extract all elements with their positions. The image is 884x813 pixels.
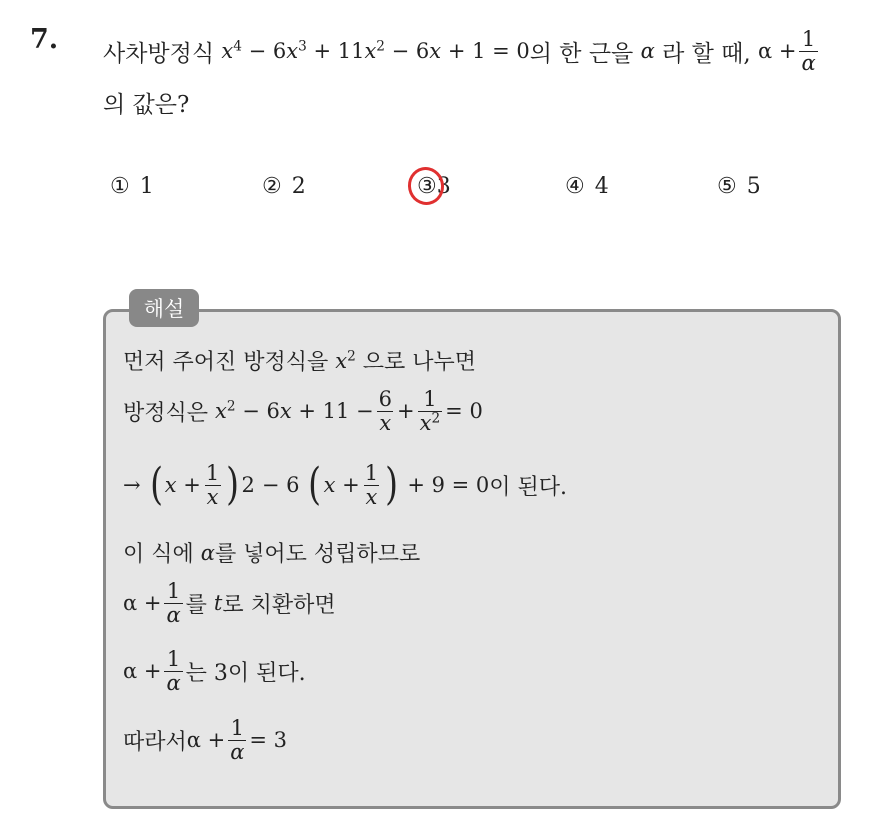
choice-value: 3 <box>436 174 451 199</box>
choice-3[interactable] <box>417 174 451 199</box>
alpha-symbol: α <box>640 39 655 64</box>
solution-line-4 <box>123 537 420 568</box>
x-squared: $x^2$ <box>335 348 356 373</box>
question-text-mid: 의 한 근을 <box>529 40 634 67</box>
variable-t: t <box>213 591 223 616</box>
answer-choices <box>110 174 810 204</box>
solution-line-1 <box>123 345 476 376</box>
solution-text: 이 식에 <box>123 542 194 567</box>
right-paren: ) <box>226 459 240 511</box>
question-text-before: 사차방정식 <box>103 40 215 67</box>
equals-three: = 3 <box>249 728 288 753</box>
left-paren: ( <box>308 459 322 511</box>
alpha-plus: α + <box>186 728 226 753</box>
choice-mark: ⑤ <box>717 174 737 199</box>
solution-text: 이 된다. <box>489 474 568 500</box>
x-plus: x + <box>323 473 360 498</box>
choice-value: 4 <box>594 174 609 199</box>
fraction-numerator: 1 <box>230 716 244 740</box>
fraction-numerator: 1 <box>423 387 437 411</box>
fraction-numerator: 1 <box>801 27 816 51</box>
alpha-symbol: α <box>200 540 215 565</box>
choice-mark: ③ <box>417 174 437 199</box>
equals-zero: = 0 <box>445 399 483 424</box>
choice-mark: ④ <box>565 174 585 199</box>
solution-line-5 <box>123 580 336 626</box>
fraction-denominator: α <box>801 50 816 75</box>
question-line2: 의 값은? <box>103 92 190 118</box>
choice-value: 1 <box>139 174 154 199</box>
solution-text: 으로 나누면 <box>362 350 477 375</box>
fraction-denominator: x <box>365 484 378 509</box>
question-expr-prefix: α + <box>757 39 797 64</box>
fraction-numerator: 1 <box>166 647 181 671</box>
fraction-denominator: α <box>166 670 181 695</box>
fraction-6-over-x <box>377 388 394 434</box>
choice-value: 5 <box>746 174 761 199</box>
choice-mark: ① <box>110 174 130 199</box>
arrow-icon: → <box>123 473 141 498</box>
solution-line-7 <box>123 717 287 763</box>
fraction-1-over-x-squared <box>418 388 443 434</box>
fraction-1-over-alpha <box>164 580 182 626</box>
question-text-after: 라 할 때, <box>662 40 751 67</box>
solution-text: 로 치환하면 <box>222 592 336 618</box>
solution-equation: $x^2 - 6x + 11$ − <box>215 398 374 424</box>
solution-text: 를 <box>185 592 207 618</box>
fraction-numerator: 6 <box>378 387 393 411</box>
solution-text: 는 3이 된다. <box>185 660 306 686</box>
fraction-1-over-x <box>204 462 221 508</box>
fraction-denominator: α <box>230 739 245 764</box>
choice-1[interactable] <box>110 174 154 199</box>
solution-text: 먼저 주어진 방정식을 <box>123 350 329 375</box>
solution-text: 따라서 <box>123 729 187 755</box>
choice-5[interactable] <box>717 174 761 199</box>
alpha-plus: α + <box>123 659 162 684</box>
right-paren: ) <box>385 459 399 511</box>
choice-value: 2 <box>291 174 306 199</box>
fraction-denominator: $x^2$ <box>419 410 441 435</box>
fraction-1-over-alpha <box>164 648 182 694</box>
plus-nine: + 9 = 0 <box>407 473 490 498</box>
solution-line-6 <box>123 648 306 694</box>
solution-text: 방정식은 <box>123 400 209 426</box>
left-paren: ( <box>149 459 163 511</box>
plus-sign: + <box>397 399 415 424</box>
fraction-numerator: 1 <box>364 461 379 485</box>
fraction-numerator: 1 <box>166 579 181 603</box>
solution-line-2 <box>123 388 483 434</box>
alpha-plus: α + <box>123 591 162 616</box>
question-number: 7. <box>30 24 59 55</box>
question-text <box>103 28 821 74</box>
minus-six: − 6 <box>261 473 300 498</box>
fraction-denominator: α <box>166 602 181 627</box>
question-equation: $x^4 - 6x^3 + 11x^2 - 6x + 1 = 0$ <box>221 38 530 64</box>
fraction-numerator: 1 <box>205 461 220 485</box>
selected-answer-circle <box>404 164 447 209</box>
solution-line-3: → ( x + $\frac{1}{x}$ ) 2 − 6 ( x + $\frac{1}{x}$ ) + 9 = 0 이 된다. <box>123 459 568 511</box>
solution-tag: 해설 <box>129 289 199 327</box>
fraction-denominator: x <box>206 484 219 509</box>
fraction-1-over-alpha <box>228 717 246 763</box>
x-plus: x + <box>164 473 201 498</box>
choice-4[interactable] <box>565 174 609 199</box>
fraction-denominator: x <box>379 410 392 435</box>
choice-2[interactable] <box>262 174 306 199</box>
fraction-1-over-x <box>363 462 380 508</box>
choice-mark: ② <box>262 174 282 199</box>
question-fraction <box>799 28 817 74</box>
solution-text: 를 넣어도 성립하므로 <box>214 542 421 567</box>
